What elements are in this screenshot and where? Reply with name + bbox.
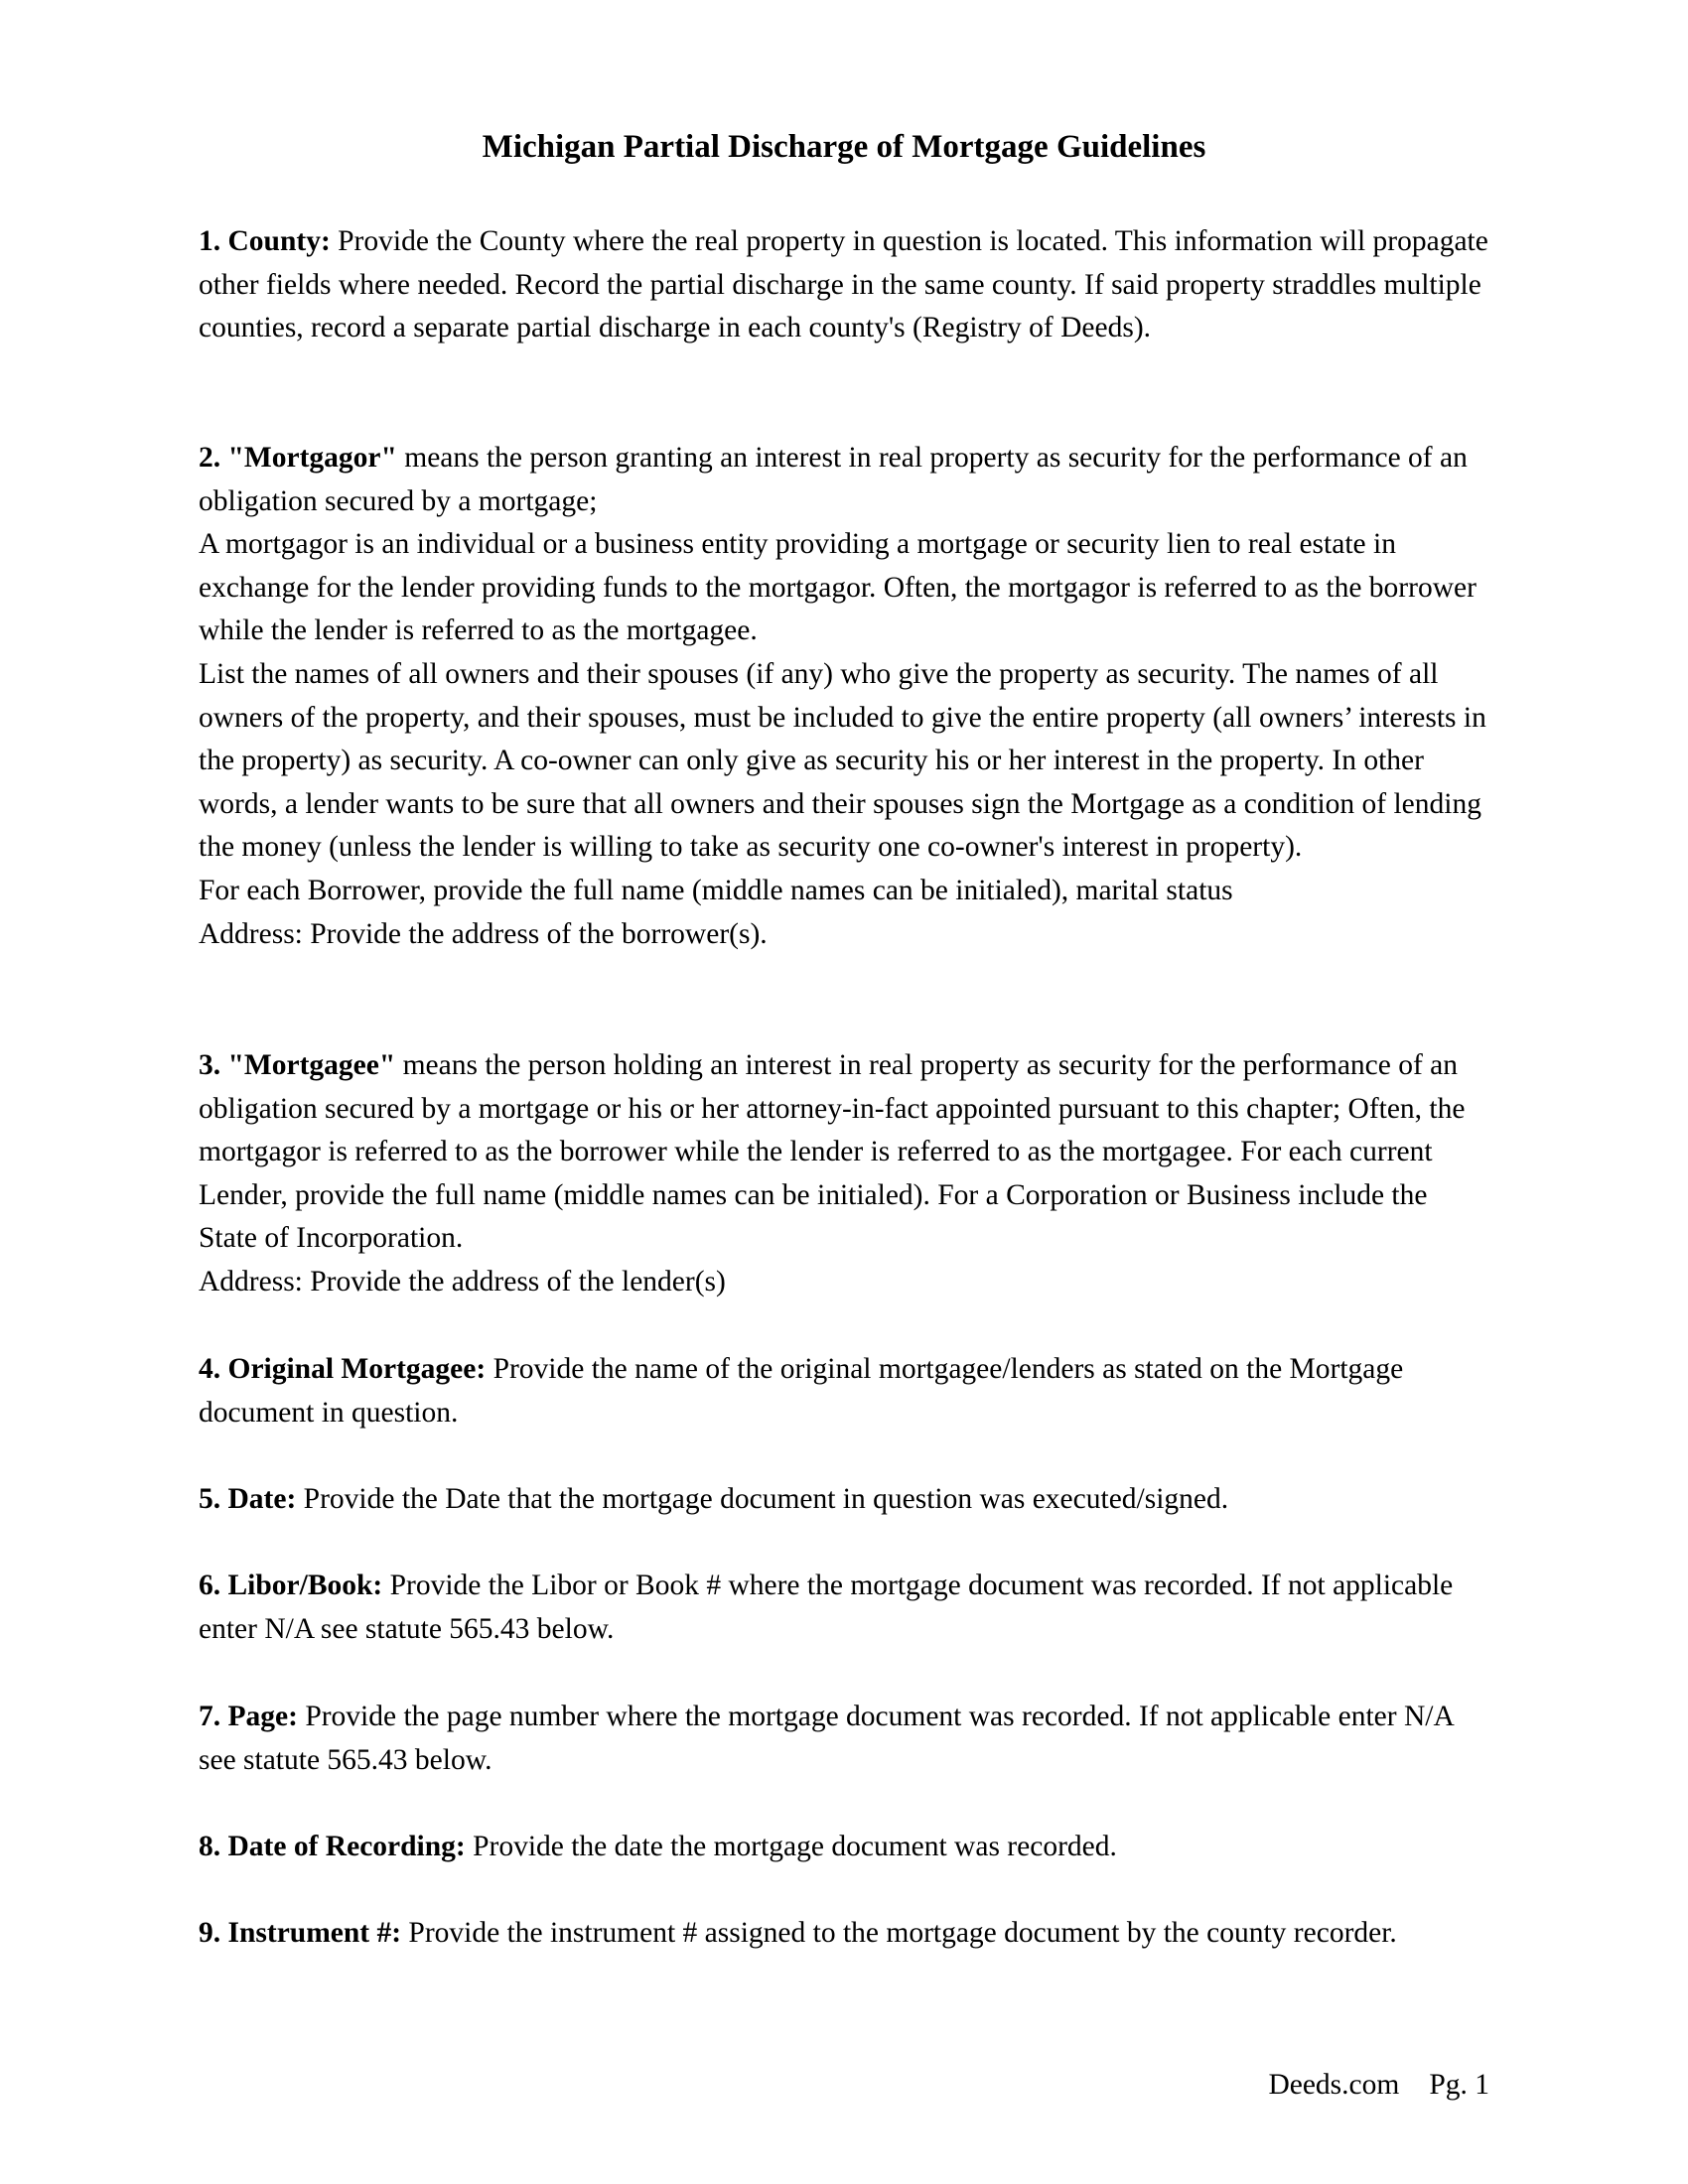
section-paragraph (199, 1912, 1489, 1956)
section-county (199, 220, 1489, 350)
section-label: 3. "Mortgagee" (199, 1049, 396, 1081)
section-paragraph (199, 437, 1489, 523)
section-text: Provide the page number where the mortgage document was recorded. If not applicable enter N/A see statute 565.43 below. (199, 1701, 1454, 1776)
section-paragraph (199, 220, 1489, 350)
section-instrument-number (199, 1912, 1489, 1956)
section-text: Provide the date the mortgage document was recorded. (473, 1831, 1117, 1862)
section-text: means the person granting an interest in real property as security for the performance of an obligation secured by a mortgage; (199, 442, 1468, 517)
section-date (199, 1478, 1489, 1522)
section-paragraph (199, 1478, 1489, 1522)
page-footer (1092, 2065, 1489, 2105)
section-label: 9. Instrument #: (199, 1917, 402, 1949)
section-text: means the person holding an interest in real property as security for the performance of an obligation secured by a mortgage or his or her attorney-in-fact appointed pursuant to this chapter; Often, the mortgagor is referred to as the borrower while the lender is referred to as the mortgagee. For each current Lender, provide the full name (middle names can be initialed). For a Corporation or Business include the State of Incorporation. (199, 1049, 1466, 1255)
section-paragraph (199, 1826, 1489, 1869)
section-page (199, 1696, 1489, 1782)
section-paragraph (199, 1348, 1489, 1434)
section-paragraph: Address: Provide the address of the borrower(s). (199, 917, 768, 950)
section-libor-book (199, 1565, 1489, 1651)
section-date-of-recording (199, 1826, 1489, 1869)
section-mortgagor (199, 437, 1489, 956)
section-mortgagee (199, 1044, 1489, 1304)
section-label: 1. County: (199, 225, 331, 257)
section-label: 4. Original Mortgagee: (199, 1353, 487, 1385)
document-title: Michigan Partial Discharge of Mortgage Guidelines (482, 129, 1206, 165)
footer-page-number: Pg. 1 (1429, 2069, 1489, 2101)
section-paragraph (199, 1565, 1489, 1651)
section-text: Provide the name of the original mortgagee/lenders as stated on the Mortgage document in question. (199, 1353, 1404, 1429)
section-paragraph: A mortgagor is an individual or a business entity providing a mortgage or security lien to real estate in exchange for the lender providing funds to the mortgagor. Often, the mortgagor is referred to as the borrower while the lender is referred to as the mortgagee. (199, 528, 1477, 647)
section-paragraph: List the names of all owners and their spouses (if any) who give the property as security. The names of all owners of the property, and their spouses, must be included to give the entire property (all owners’ interests in the property) as security. A co-owner can only give as security his or her interest in the property. In other words, a lender wants to be sure that all owners and their spouses sign the Mortgage as a condition of lending the money (unless the lender is willing to take as security one co-owner's interest in property). (199, 657, 1486, 864)
section-original-mortgagee (199, 1348, 1489, 1434)
section-label: 7. Page: (199, 1701, 298, 1732)
section-paragraph (199, 1044, 1489, 1261)
section-text: Provide the Libor or Book # where the mortgage document was recorded. If not applicable enter N/A see statute 565.43 below. (199, 1570, 1454, 1645)
section-label: 2. "Mortgagor" (199, 442, 397, 474)
section-paragraph: For each Borrower, provide the full name (middle names can be initialed), marital status (199, 874, 1233, 906)
section-text: Provide the County where the real property in question is located. This information will propagate other fields where needed. Record the partial discharge in the same county. If said property straddles multiple counties, record a separate partial discharge in each county's (Registry of Deeds). (199, 225, 1488, 344)
section-paragraph (199, 1696, 1489, 1782)
section-paragraph: Address: Provide the address of the lender(s) (199, 1265, 726, 1297)
section-label: 6. Libor/Book: (199, 1570, 383, 1601)
footer-site: Deeds.com (1268, 2069, 1400, 2101)
section-label: 5. Date: (199, 1483, 297, 1515)
section-text: Provide the instrument # assigned to the mortgage document by the county recorder. (408, 1917, 1397, 1949)
section-text: Provide the Date that the mortgage document in question was executed/signed. (303, 1483, 1229, 1515)
section-label: 8. Date of Recording: (199, 1831, 466, 1862)
